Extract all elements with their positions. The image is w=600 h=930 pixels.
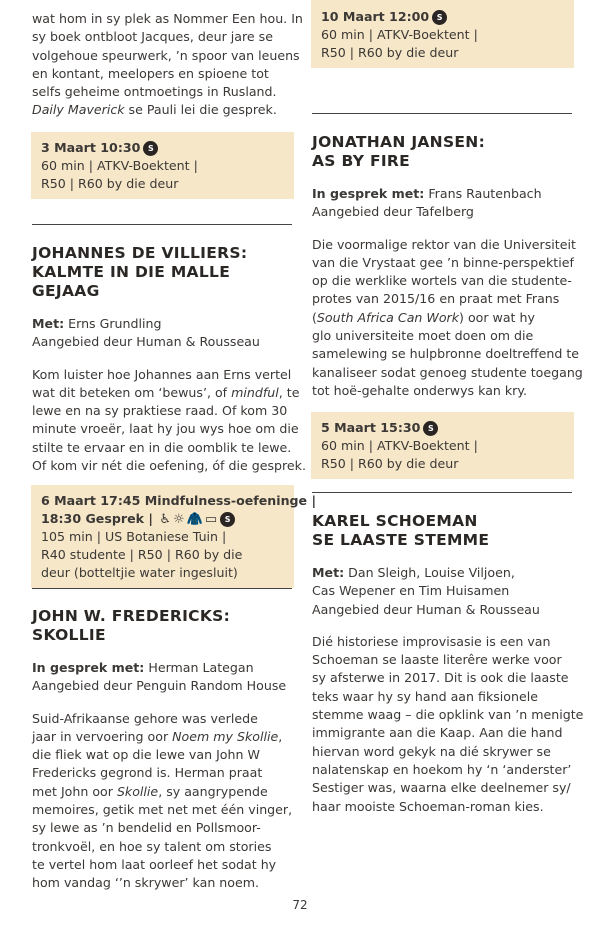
event-detail: R40 studente | R50 | R60 by die (41, 547, 243, 563)
divider (312, 492, 572, 493)
text: glo universiteite moet doen om die (312, 328, 534, 344)
event-title: JOHANNES DE VILLIERS: KALMTE IN DIE MALLE GEJAAG (32, 244, 248, 300)
text-line (312, 669, 574, 687)
text: Dié historiese improvisasie is een van (312, 633, 551, 649)
text-line (312, 779, 574, 797)
text-line (312, 364, 583, 382)
s-badge-icon: S (220, 512, 235, 527)
event-detail: 60 min | ATKV-Boektent | (321, 438, 478, 454)
text-line (32, 366, 294, 384)
event-description (312, 236, 583, 401)
text: , sy aangrypende (158, 783, 268, 799)
text: nalatenskap en hoekom hy ‘n ‘anderster’ (312, 761, 572, 777)
text: die fliek wat op die lewe van John W (32, 747, 260, 763)
event-title: KAREL SCHOEMAN SE LAASTE STEMME (312, 512, 490, 549)
event-john-fredericks (32, 607, 294, 893)
text-line (312, 236, 574, 254)
text: minute vroeër, laat hy jou wys hoe om die (32, 421, 299, 437)
event-title: JONATHAN JANSEN: AS BY FIRE (312, 133, 486, 170)
text-line (312, 651, 574, 669)
event-detail: R50 | R60 by die deur (41, 175, 179, 191)
text-line (312, 254, 574, 272)
divider (32, 588, 292, 589)
divider (32, 224, 292, 225)
text: Die voormalige rektor van die Universiteit (312, 236, 576, 252)
text: Fredericks gegrond is. Herman praat (32, 765, 263, 781)
event-date: 6 Maart 17:45 Mindfulness-oefeninge | (41, 493, 317, 509)
wheelchair-icon: ♿ (159, 512, 172, 528)
event-detail: R50 | R60 by die deur (321, 456, 459, 472)
blanket-icon: ▭ (204, 512, 218, 528)
text: lewe en na sy praktiese raad. Of kom 30 (32, 403, 288, 419)
event-date: 5 Maart 15:30 (321, 420, 421, 436)
text-line (312, 706, 584, 724)
text-line (32, 746, 294, 764)
text: hiervan word gekyk na dié skrywer se (312, 743, 551, 759)
text: sy lewe as ’n bendelid en Pollsmoor- (32, 820, 261, 836)
event-date: 3 Maart 10:30 (41, 139, 141, 155)
text: sy afsterwe in 2017. Dit is ook die laaste (312, 670, 569, 686)
text: , te (278, 384, 300, 400)
event-johannes-de-villiers (32, 244, 317, 588)
text: haar mooiste Schoeman-roman kies. (312, 798, 544, 814)
text-line (312, 309, 574, 327)
text: wat hom in sy plek as Nommer Een hou. In (32, 11, 303, 26)
text: memoires, getik met net met één vinger, (32, 802, 293, 818)
event-meta: In gesprek met: Frans Rautenbach (312, 186, 542, 201)
event-meta: Met: Dan Sleigh, Louise Viljoen, (312, 565, 515, 580)
text: samelewing se hulpbronne doeltreffend te (312, 346, 580, 362)
text-line (32, 874, 294, 892)
text: volgehoue speurwerk, ’n spoor van leuens (32, 47, 300, 63)
event-time: 18:30 Gesprek | (41, 511, 153, 527)
event-jonathan-jansen (312, 133, 583, 479)
text-line (32, 439, 294, 457)
italic-text: Skollie (116, 783, 159, 799)
text-line (312, 290, 574, 308)
text: Schoeman se laaste literêre werke voor (312, 652, 562, 668)
text-line (32, 83, 294, 101)
text-line (32, 47, 300, 65)
divider (312, 113, 572, 114)
text: Sestiger was, waarna elke deelnemer sy/ (312, 780, 571, 796)
text-line (32, 384, 300, 402)
text-line (312, 345, 580, 363)
text: tot hoë-gehalte onderwys kan kry. (312, 382, 528, 398)
event-publisher: Aangebied deur Tafelberg (312, 204, 474, 220)
event-publisher: Aangebied deur Penguin Random House (32, 678, 287, 694)
text: wat dit beteken om ‘bewus’, of (32, 384, 232, 400)
event-date: 10 Maart 12:00 (321, 9, 430, 24)
left-column (32, 10, 303, 199)
day-night-icon: ☼ (173, 512, 185, 528)
event-karel-schoeman (312, 512, 584, 816)
event-title: JOHN W. FREDERICKS: SKOLLIE (32, 607, 231, 644)
text: se Pauli lei die gesprek. (124, 102, 277, 118)
event-detail: R50 | R60 by die deur (321, 45, 459, 60)
event-detail: 60 min | ATKV-Boektent | (41, 157, 198, 173)
italic-text: Noem my Skollie (172, 728, 279, 744)
italic-text: Daily Maverick (32, 102, 125, 118)
text-line (32, 856, 294, 874)
event-info-box (311, 412, 574, 479)
s-badge-icon: S (423, 421, 438, 436)
event-info-box (31, 132, 294, 199)
text: te vertel hom laat oorleef het sodat hy (32, 856, 277, 872)
text: Suid-Afrikaanse gehore was verlede (32, 710, 258, 726)
text-line (32, 819, 294, 837)
s-badge-icon: S (432, 10, 447, 25)
text: protes van 2015/16 en praat met Frans (312, 291, 560, 307)
page-number: 72 (292, 898, 308, 912)
text-line (32, 783, 294, 801)
event-description (312, 633, 584, 816)
event-info-box (31, 485, 317, 588)
text: sy boek ontbloot Jacques, deur jare se (32, 29, 273, 45)
text-line (32, 28, 294, 46)
text-line (32, 728, 294, 746)
text: ) oor wat hy (459, 309, 535, 325)
jacket-icon: 🧥 (186, 512, 203, 528)
event-detail: deur (botteltjie water ingesluit) (41, 565, 238, 581)
text-line (312, 743, 574, 761)
italic-text: mindful (231, 384, 279, 400)
text-line (32, 402, 294, 420)
text: tronkvoël, en hoe sy talent om stories (32, 838, 272, 854)
event-publisher: Aangebied deur Human & Rousseau (312, 601, 540, 617)
text-line (312, 688, 574, 706)
text: teks waar hy sy hand aan fiksionele (312, 688, 538, 704)
event-meta: Met: Erns Grundling (32, 316, 162, 331)
text: met John oor (32, 783, 117, 799)
text: kanaliseer sodat genoeg studente toegang (312, 364, 583, 380)
s-badge-icon: S (143, 141, 158, 156)
text: immigrante aan die Kaap. Aan die hand (312, 725, 563, 741)
text: stemme waag – die opklink van ’n menigte (312, 707, 584, 723)
event-publisher: Aangebied deur Human & Rousseau (32, 334, 260, 350)
text: Kom luister hoe Johannes aan Erns vertel (32, 366, 292, 382)
text-line (32, 101, 294, 119)
text-line (32, 65, 294, 83)
text: en kontant, meelopers en spioene tot (32, 65, 269, 81)
event-description (32, 710, 294, 893)
text-line (32, 764, 294, 782)
text-line (32, 10, 303, 28)
text: op die werklike wortels van die studente- (312, 273, 572, 289)
text: Of kom vir nét die oefening, óf die gesprek. (32, 458, 306, 474)
text-line (312, 724, 574, 742)
event-meta: Cas Wepener en Tim Huisamen (312, 583, 510, 599)
text-line (32, 838, 294, 856)
text-line (312, 327, 574, 345)
text: van die Vrystaat gee ’n binne-perspektief (312, 254, 574, 270)
text: selfs geheime ontmoetings in Rusland. (32, 84, 277, 100)
event-description (32, 366, 306, 476)
text-line (32, 710, 294, 728)
italic-text: South Africa Can Work (316, 309, 460, 325)
event-info-box (311, 0, 574, 68)
text-line (32, 801, 294, 819)
event-detail: 105 min | US Botaniese Tuin | (41, 529, 227, 545)
intro-paragraph (32, 10, 303, 120)
text-line (312, 272, 574, 290)
text: hom vandag ‘’n skrywer’ kan noem. (32, 875, 260, 891)
text: jaar in vervoering oor (32, 728, 173, 744)
text: stilte te ervaar en in die oomblik te lewe. (32, 439, 292, 455)
text-line (32, 457, 306, 475)
text: , (278, 728, 283, 744)
event-detail: 60 min | ATKV-Boektent | (321, 27, 478, 42)
text-line (312, 633, 574, 651)
right-column (312, 0, 574, 68)
event-meta: In gesprek met: Herman Lategan (32, 660, 254, 675)
text-line (312, 761, 574, 779)
text: ( (312, 309, 317, 325)
text-line (32, 420, 299, 438)
text-line (312, 382, 574, 400)
text-line (312, 798, 574, 816)
